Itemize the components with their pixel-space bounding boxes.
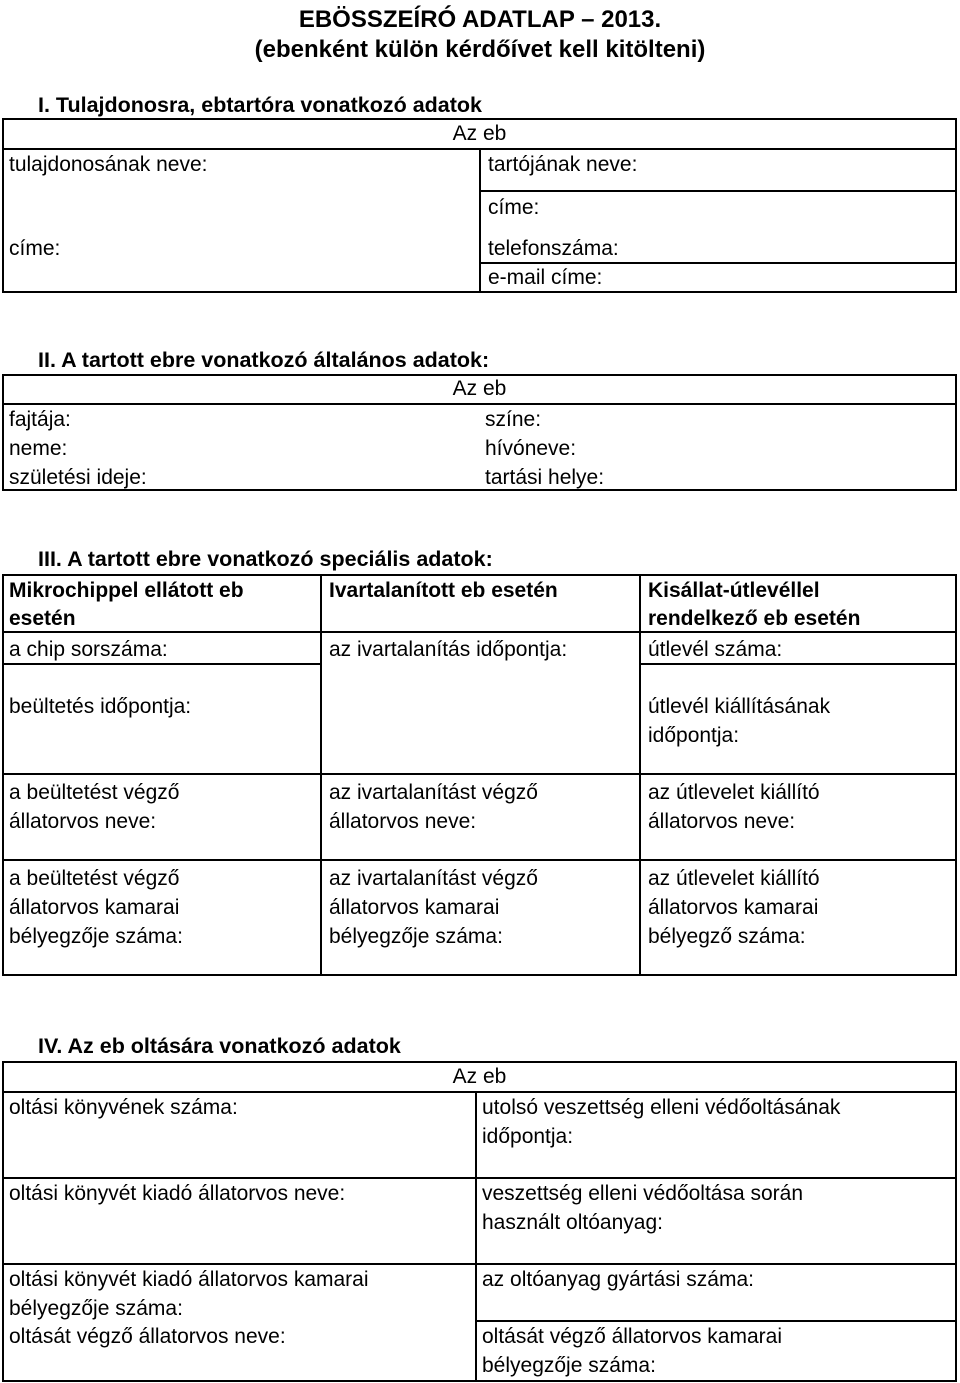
book-vet-stamp-line1: oltási könyvét kiadó állatorvos kamarai — [9, 1268, 369, 1291]
section3-border-left — [2, 574, 4, 976]
passport-vet-name-line2: állatorvos neve: — [648, 810, 796, 833]
color-label: színe: — [485, 408, 542, 431]
call-name-label: hívóneve: — [485, 437, 577, 460]
vaccination-book-number-label: oltási könyvének száma: — [9, 1096, 238, 1119]
last-rabies-vaccination-line1: utolsó veszettség elleni védőoltásának — [482, 1096, 841, 1119]
section3-column-divider-1 — [320, 574, 322, 976]
passport-issue-date-line2: időpontja: — [648, 724, 740, 747]
birth-date-label: születési ideje: — [9, 466, 147, 489]
passport-vet-stamp-line1: az útlevelet kiállító — [648, 867, 820, 890]
section3-border-bottom — [2, 974, 957, 976]
section3-column-divider-2 — [639, 574, 641, 976]
implant-vet-name-line1: a beültetést végző — [9, 781, 180, 804]
passport-number-label: útlevél száma: — [648, 638, 783, 661]
book-vet-name-label: oltási könyvét kiadó állatorvos neve: — [9, 1182, 346, 1205]
neutering-vet-stamp-line3: bélyegzője száma: — [329, 925, 503, 948]
breed-label: fajtája: — [9, 408, 71, 431]
section4-header: Az eb — [452, 1065, 507, 1088]
form-subtitle: (ebenként külön kérdőívet kell kitölteni) — [254, 36, 706, 63]
section4-heading: IV. Az eb oltására vonatkozó adatok — [38, 1034, 401, 1058]
vaccinating-vet-name-label: oltását végző állatorvos neve: — [9, 1325, 286, 1348]
section2-header-divider — [2, 403, 957, 405]
vaccine-lot-number-label: az oltóanyag gyártási száma: — [482, 1268, 754, 1291]
passport-header-line1: Kisállat-útlevéllel — [648, 579, 820, 602]
passport-issue-date-line1: útlevél kiállításának — [648, 695, 831, 718]
section1-row-divider-1 — [479, 190, 957, 192]
neutering-vet-stamp-line2: állatorvos kamarai — [329, 896, 500, 919]
passport-vet-stamp-line2: állatorvos kamarai — [648, 896, 819, 919]
sex-label: neme: — [9, 437, 68, 460]
neutered-header: Ivartalanított eb esetén — [329, 579, 558, 602]
implant-date-label: beültetés időpontja: — [9, 695, 192, 718]
passport-vet-stamp-line3: bélyegző száma: — [648, 925, 806, 948]
passport-vet-name-line1: az útlevelet kiállító — [648, 781, 820, 804]
owner-address-label: címe: — [9, 237, 61, 260]
vaccine-used-line2: használt oltóanyag: — [482, 1211, 663, 1234]
section1-heading: I. Tulajdonosra, ebtartóra vonatkozó adatok — [38, 93, 483, 117]
last-rabies-vaccination-line2: időpontja: — [482, 1125, 574, 1148]
owner-name-label: tulajdonosának neve: — [9, 153, 208, 176]
neutering-vet-name-line2: állatorvos neve: — [329, 810, 477, 833]
section1-column-divider — [479, 148, 481, 293]
form-title: EBÖSSZEÍRÓ ADATLAP – 2013. — [298, 6, 662, 33]
vaccinating-vet-stamp-line2: bélyegzője száma: — [482, 1354, 656, 1377]
section4-border-bottom — [2, 1380, 957, 1382]
section4-border-right — [955, 1061, 957, 1382]
neutering-date-label: az ivartalanítás időpontja: — [329, 638, 568, 661]
keeper-email-label: e-mail címe: — [488, 266, 603, 289]
implant-vet-name-line2: állatorvos neve: — [9, 810, 157, 833]
section1-header: Az eb — [452, 122, 507, 145]
keeper-phone-label: telefonszáma: — [488, 237, 619, 260]
passport-header-line2: rendelkező eb esetén — [648, 607, 861, 630]
vaccine-used-line1: veszettség elleni védőoltása során — [482, 1182, 804, 1205]
implant-vet-stamp-line1: a beültetést végző — [9, 867, 180, 890]
section3-border-right — [955, 574, 957, 976]
microchip-header-line1: Mikrochippel ellátott eb — [9, 579, 244, 602]
chip-number-label: a chip sorszáma: — [9, 638, 168, 661]
book-vet-stamp-line2: bélyegzője száma: — [9, 1297, 183, 1320]
implant-vet-stamp-line2: állatorvos kamarai — [9, 896, 180, 919]
section3-row-divider-2 — [2, 773, 957, 775]
neutering-vet-stamp-line1: az ivartalanítást végző — [329, 867, 538, 890]
section3-row-divider-3 — [2, 859, 957, 861]
section2-heading: II. A tartott ebre vonatkozó általános adatok: — [38, 348, 490, 372]
keeper-name-label: tartójának neve: — [488, 153, 638, 176]
microchip-header-line2: esetén — [9, 607, 76, 630]
section4-column-divider — [475, 1091, 477, 1382]
keeper-address-label: címe: — [488, 196, 540, 219]
section2-header: Az eb — [452, 377, 507, 400]
section3-heading: III. A tartott ebre vonatkozó speciális adatok: — [38, 547, 493, 571]
section4-border-left — [2, 1061, 4, 1382]
implant-vet-stamp-line3: bélyegzője száma: — [9, 925, 183, 948]
vaccinating-vet-stamp-line1: oltását végző állatorvos kamarai — [482, 1325, 782, 1348]
location-label: tartási helye: — [485, 466, 605, 489]
neutering-vet-name-line1: az ivartalanítást végző — [329, 781, 538, 804]
